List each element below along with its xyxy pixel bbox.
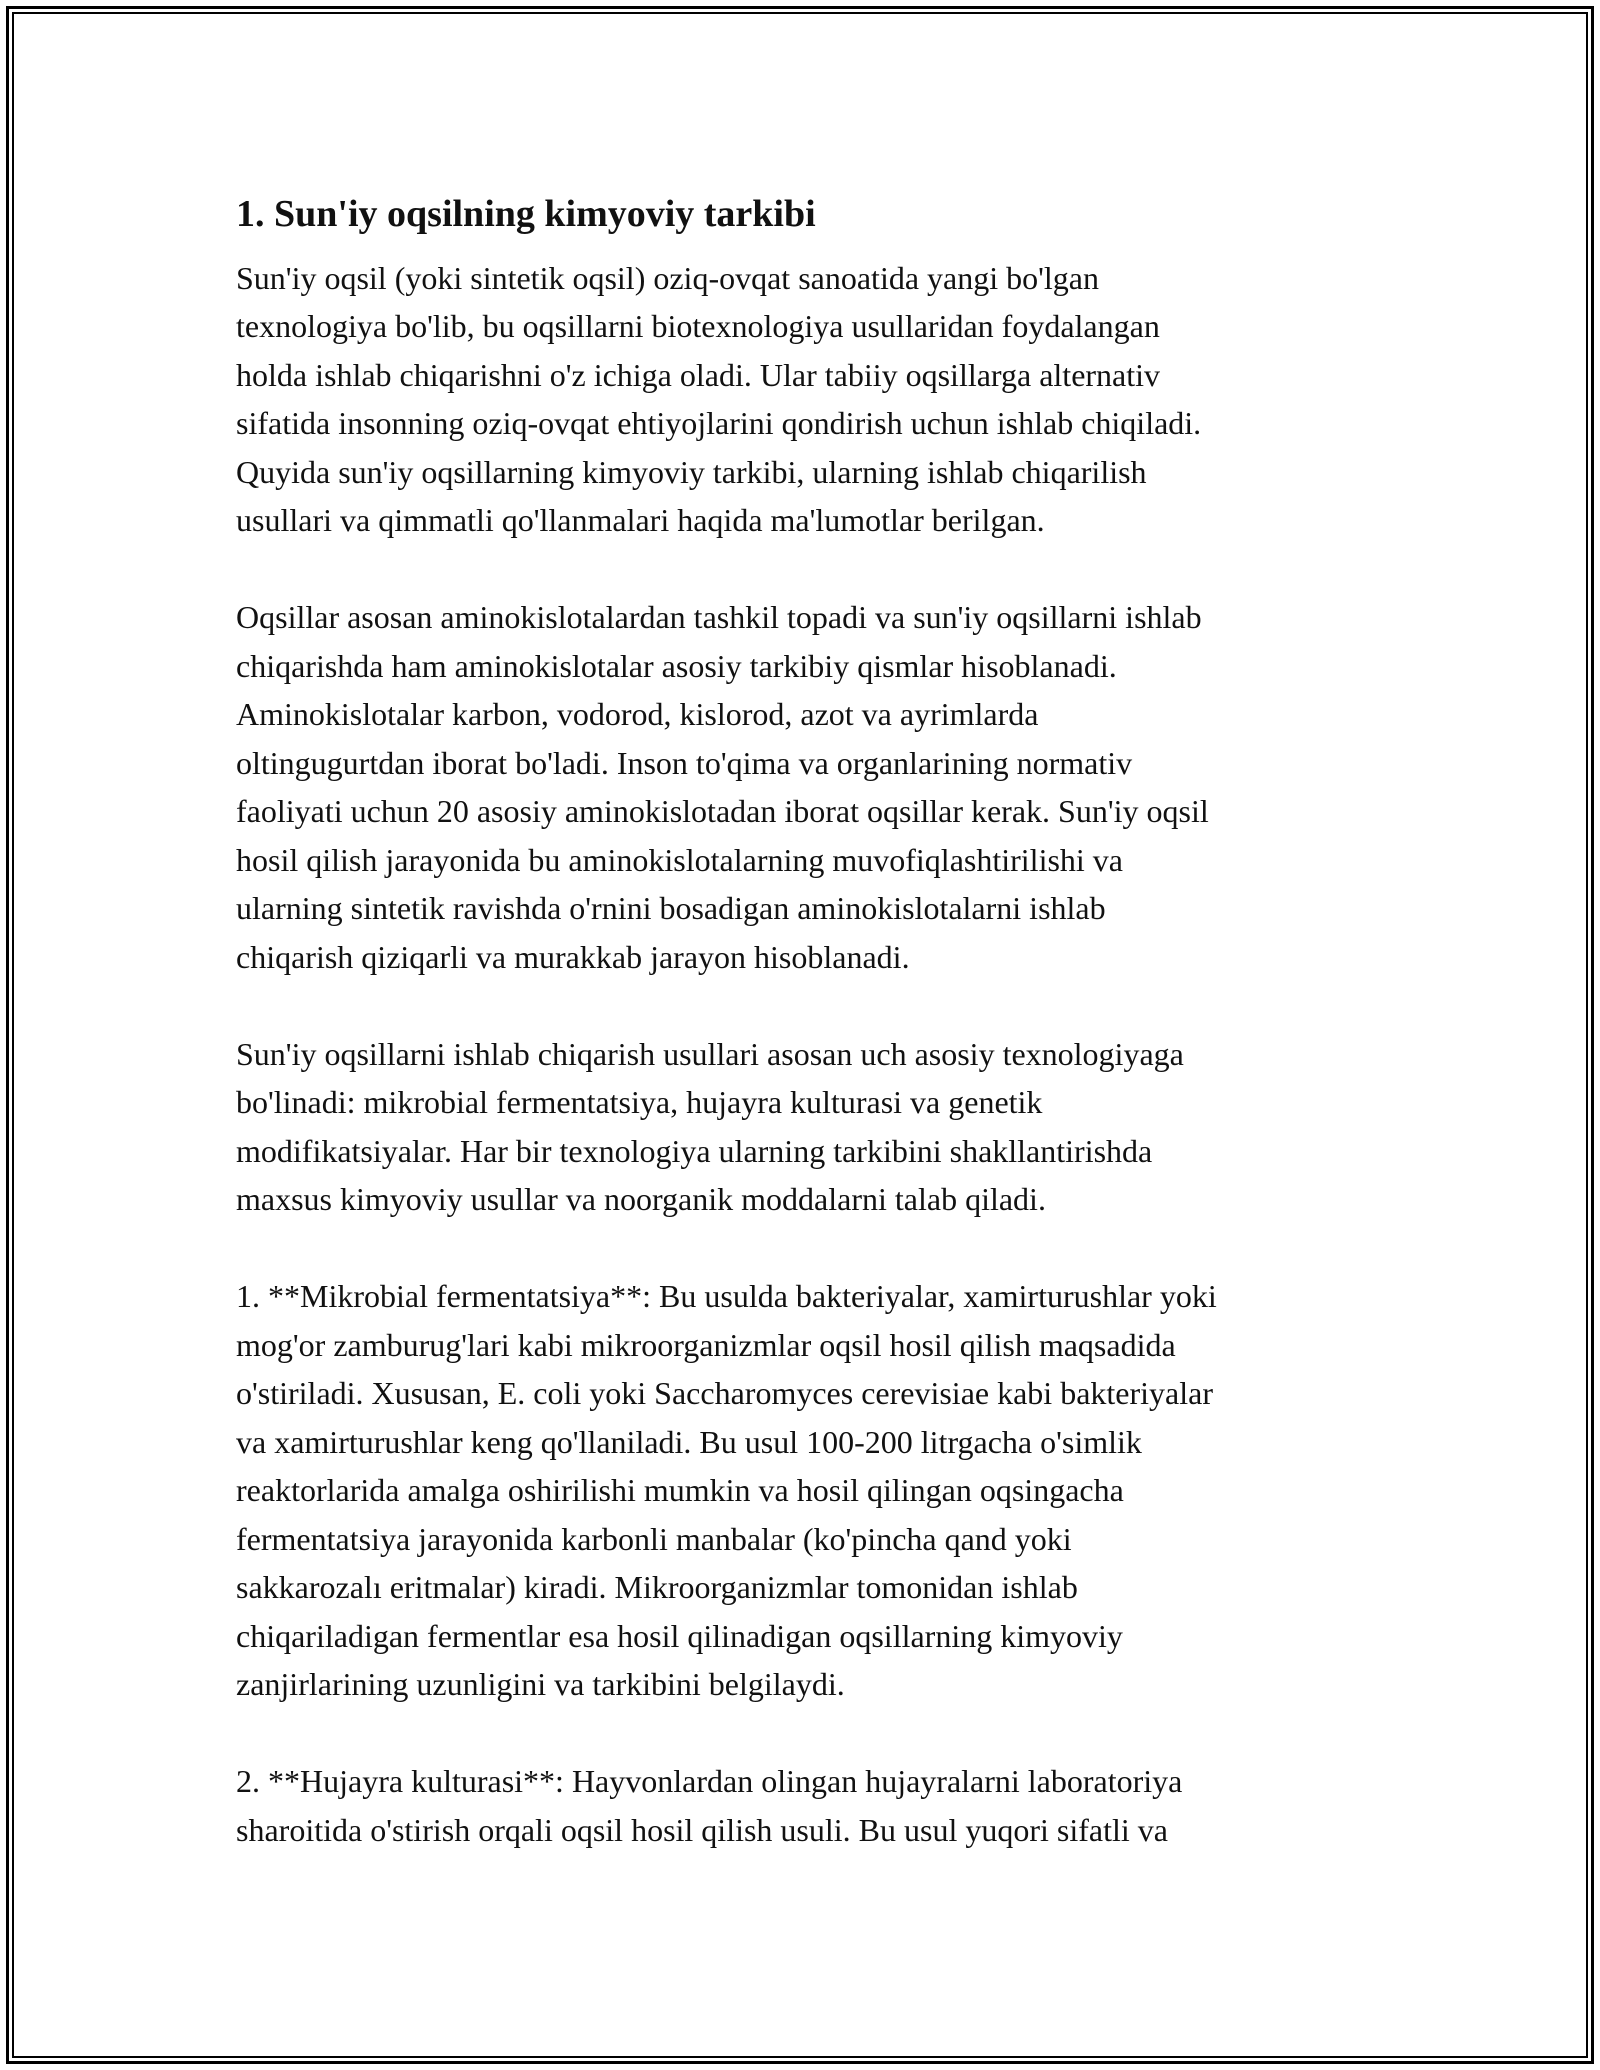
text-line: holda ishlab chiqarishni o'z ichiga oladi. Ular tabiiy oqsillarga alternativ	[236, 356, 1161, 393]
text-line: reaktorlarida amalga oshirilishi mumkin va hosil qilingan oqsingacha	[236, 1472, 1124, 1509]
text-line: o'stiriladi. Xususan, E. coli yoki Saccharomyces cerevisiae kabi bakteriyalar	[236, 1375, 1213, 1412]
text-line: hosil qilish jarayonida bu aminokislotalarning muvofiqlashtirilishi va	[236, 841, 1123, 878]
text-line: sakkarozalı eritmalar) kiradi. Mikroorganizmlar tomonidan ishlab	[236, 1569, 1078, 1606]
paragraph-aminoacids	[236, 593, 1366, 981]
text-line: bo'linadi: mikrobial fermentatsiya, hujayra kulturasi va genetik	[236, 1084, 1043, 1121]
text-line: mog'or zamburug'lari kabi mikroorganizmlar oqsil hosil qilish maqsadida	[236, 1326, 1176, 1363]
text-line: Sun'iy oqsil (yoki sintetik oqsil) oziq-ovqat sanoatida yangi bo'lgan	[236, 259, 1099, 296]
text-line: zanjirlarining uzunligini va tarkibini belgilaydi.	[236, 1666, 845, 1703]
text-line: Oqsillar asosan aminokislotalardan tashkil topadi va sun'iy oqsillarni ishlab	[236, 599, 1202, 636]
text-line: 2. **Hujayra kulturasi**: Hayvonlardan olingan hujayralarni laboratoriya	[236, 1763, 1183, 1800]
text-line: fermentatsiya jarayonida karbonli manbalar (ko'pincha qand yoki	[236, 1520, 1072, 1557]
text-line: sifatida insonning oziq-ovqat ehtiyojlarini qondirish uchun ishlab chiqiladi.	[236, 405, 1202, 442]
text-line: Sun'iy oqsillarni ishlab chiqarish usullari asosan uch asosiy texnologiyaga	[236, 1035, 1184, 1072]
text-line: faoliyati uchun 20 asosiy aminokislotadan iborat oqsillar kerak. Sun'iy oqsil	[236, 793, 1209, 830]
text-line: oltingugurtdan iborat bo'ladi. Inson to'qima va organlarining normativ	[236, 744, 1133, 781]
section-heading: 1. Sun'iy oqsilning kimyoviy tarkibi	[236, 193, 816, 235]
text-line: Quyida sun'iy oqsillarning kimyoviy tarkibi, ularning ishlab chiqarilish	[236, 453, 1147, 490]
paragraph-intro	[236, 254, 1366, 545]
paragraph-microbial-fermentation	[236, 1272, 1366, 1709]
text-line: Aminokislotalar karbon, vodorod, kislorod, azot va ayrimlarda	[236, 696, 1039, 733]
text-line: ularning sintetik ravishda o'rnini bosadigan aminokislotalarni ishlab	[236, 890, 1106, 927]
text-line: sharoitida o'stirish orqali oqsil hosil qilish usuli. Bu usul yuqori sifatli va	[236, 1811, 1168, 1848]
text-line: chiqarishda ham aminokislotalar asosiy tarkibiy qismlar hisoblanadi.	[236, 647, 1117, 684]
paragraph-cell-culture	[236, 1757, 1366, 1854]
text-line: chiqarish qiziqarli va murakkab jarayon hisoblanadi.	[236, 938, 910, 975]
text-line: usullari va qimmatli qo'llanmalari haqida ma'lumotlar berilgan.	[236, 502, 1045, 539]
text-line: texnologiya bo'lib, bu oqsillarni biotexnologiya usullaridan foydalangan	[236, 308, 1160, 345]
text-line: chiqariladigan fermentlar esa hosil qilinadigan oqsillarning kimyoviy	[236, 1617, 1123, 1654]
paragraph-methods	[236, 1030, 1366, 1224]
text-line: 1. **Mikrobial fermentatsiya**: Bu usulda bakteriyalar, xamirturushlar yoki	[236, 1278, 1217, 1315]
document-body	[236, 180, 1366, 1903]
text-line: modifikatsiyalar. Har bir texnologiya ularning tarkibini shakllantirishda	[236, 1132, 1153, 1169]
text-line: maxsus kimyoviy usullar va noorganik moddalarni talab qiladi.	[236, 1181, 1046, 1218]
text-line: va xamirturushlar keng qo'llaniladi. Bu usul 100-200 litrgacha o'simlik	[236, 1423, 1142, 1460]
